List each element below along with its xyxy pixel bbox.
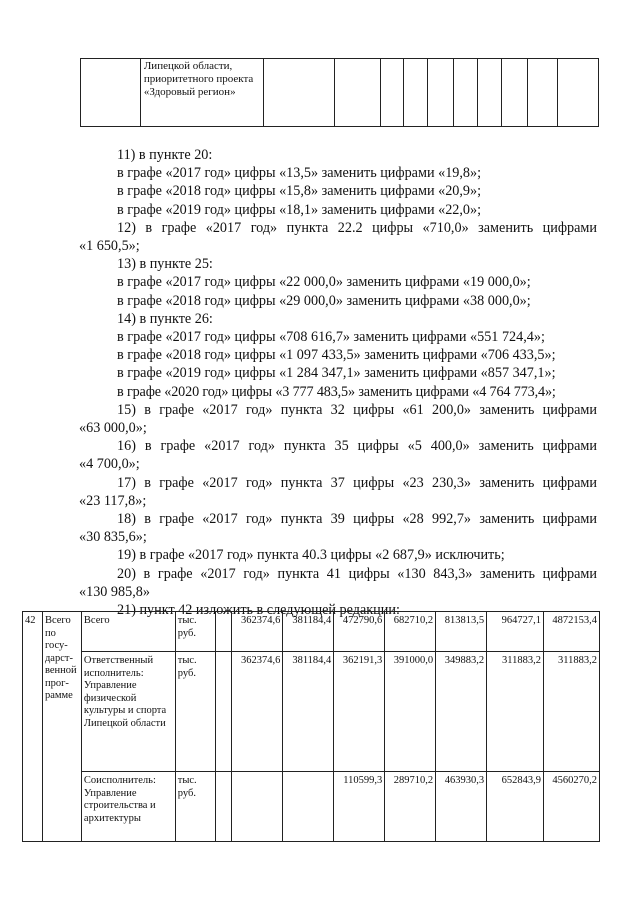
value-cell: 362374,6 xyxy=(232,652,283,772)
value-cell: 4872153,4 xyxy=(543,612,599,652)
value-cell: 813813,5 xyxy=(436,612,487,652)
table-cell xyxy=(81,59,141,127)
unit-cell: тыс. руб. xyxy=(175,652,215,772)
paragraph: в графе «2018 год» цифры «29 000,0» заменить цифрами «38 000,0»; xyxy=(117,292,531,309)
table-row xyxy=(81,59,599,127)
value-cell: 682710,2 xyxy=(385,612,436,652)
paragraph: 19) в графе «2017 год» пункта 40.3 цифры «2 687,9» исключить; xyxy=(117,547,505,564)
value-cell: 381184,4 xyxy=(283,652,334,772)
paragraph: «63 000,0»; xyxy=(79,420,147,437)
value-cell: 110599,3 xyxy=(334,772,385,842)
table-cell xyxy=(558,59,599,127)
paragraph: в графе «2019 год» цифры «18,1» заменить цифрами «22,0»; xyxy=(117,201,482,218)
paragraph: в графе «2017 год» цифры «13,5» заменить цифрами «19,8»; xyxy=(117,165,482,182)
table-cell xyxy=(263,59,334,127)
program-funding-table xyxy=(22,611,600,842)
value-cell xyxy=(232,772,283,842)
value-cell xyxy=(283,772,334,842)
value-cell: 381184,4 xyxy=(283,612,334,652)
paragraph: «1 650,5»; xyxy=(79,238,140,255)
value-cell: 391000,0 xyxy=(385,652,436,772)
paragraph: 13) в пункте 25: xyxy=(117,256,213,273)
value-cell: 362374,6 xyxy=(232,612,283,652)
paragraph: «23 117,8»; xyxy=(79,492,147,509)
table-cell xyxy=(478,59,502,127)
row-label-cell: Всего xyxy=(81,612,175,652)
paragraph: в графе «2018 год» цифры «15,8» заменить цифрами «20,9»; xyxy=(117,183,482,200)
paragraph: 15) в графе «2017 год» пункта 32 цифры «61 200,0» заменить цифрами xyxy=(117,401,597,418)
row-label-cell: Соисполнитель: Управление строительства и архитектуры xyxy=(81,772,175,842)
paragraph: в графе «2017 год» цифры «708 616,7» заменить цифрами «551 724,4»; xyxy=(117,329,545,346)
table-row xyxy=(23,772,600,842)
table-cell xyxy=(528,59,558,127)
paragraph: 11) в пункте 20: xyxy=(117,147,213,163)
value-cell: 311883,2 xyxy=(487,652,544,772)
value-cell: 472790,6 xyxy=(334,612,385,652)
paragraph: 17) в графе «2017 год» пункта 37 цифры «23 230,3» заменить цифрами xyxy=(117,474,597,491)
paragraph: «130 985,8» xyxy=(79,583,150,600)
value-cell: 311883,2 xyxy=(543,652,599,772)
item-title-cell: Всего по госу-дарст-венной прог-рамме xyxy=(42,612,81,842)
table-cell xyxy=(502,59,528,127)
paragraph: в графе «2020 год» цифры «3 777 483,5» заменить цифрами «4 764 773,4»; xyxy=(117,383,556,400)
value-cell: 289710,2 xyxy=(385,772,436,842)
value-cell: 964727,1 xyxy=(487,612,544,652)
paragraph: «4 700,0»; xyxy=(79,456,140,473)
table-cell xyxy=(404,59,428,127)
value-cell: 349883,2 xyxy=(436,652,487,772)
row-label-cell: Ответственный исполнитель: Управление физической культуры и спорта Липецкой области xyxy=(81,652,175,772)
value-cell xyxy=(215,612,232,652)
amendment-text xyxy=(79,146,597,619)
value-cell: 652843,9 xyxy=(487,772,544,842)
paragraph: 16) в графе «2017 год» пункта 35 цифры «5 400,0» заменить цифрами xyxy=(117,438,597,455)
paragraph: 20) в графе «2017 год» пункта 41 цифры «130 843,3» заменить цифрами xyxy=(117,565,597,582)
value-cell: 362191,3 xyxy=(334,652,385,772)
paragraph: 21) пункт 42 изложить в следующей редакции: xyxy=(117,602,400,619)
value-cell xyxy=(215,772,232,842)
unit-cell: тыс. руб. xyxy=(175,612,215,652)
paragraph: 12) в графе «2017 год» пункта 22.2 цифры «710,0» заменить цифрами xyxy=(117,219,597,236)
value-cell: 463930,3 xyxy=(436,772,487,842)
item-number-cell: 42 xyxy=(23,612,43,842)
table-row xyxy=(23,652,600,772)
top-table-fragment xyxy=(80,58,599,127)
paragraph: 18) в графе «2017 год» пункта 39 цифры «28 992,7» заменить цифрами xyxy=(117,511,597,528)
value-cell xyxy=(215,652,232,772)
paragraph: «30 835,6»; xyxy=(79,529,147,546)
paragraph: 14) в пункте 26: xyxy=(117,310,213,327)
paragraph: в графе «2019 год» цифры «1 284 347,1» заменить цифрами «857 347,1»; xyxy=(117,365,556,382)
program-text-cell: Липецкой области, приоритетного проекта «Здоровый регион» xyxy=(140,59,263,127)
paragraph: в графе «2018 год» цифры «1 097 433,5» заменить цифрами «706 433,5»; xyxy=(117,347,556,364)
table-cell xyxy=(454,59,478,127)
unit-cell: тыс. руб. xyxy=(175,772,215,842)
table-cell xyxy=(334,59,381,127)
value-cell: 4560270,2 xyxy=(543,772,599,842)
table-row xyxy=(23,612,600,652)
table-cell xyxy=(428,59,454,127)
table-cell xyxy=(381,59,404,127)
paragraph: в графе «2017 год» цифры «22 000,0» заменить цифрами «19 000,0»; xyxy=(117,274,531,291)
